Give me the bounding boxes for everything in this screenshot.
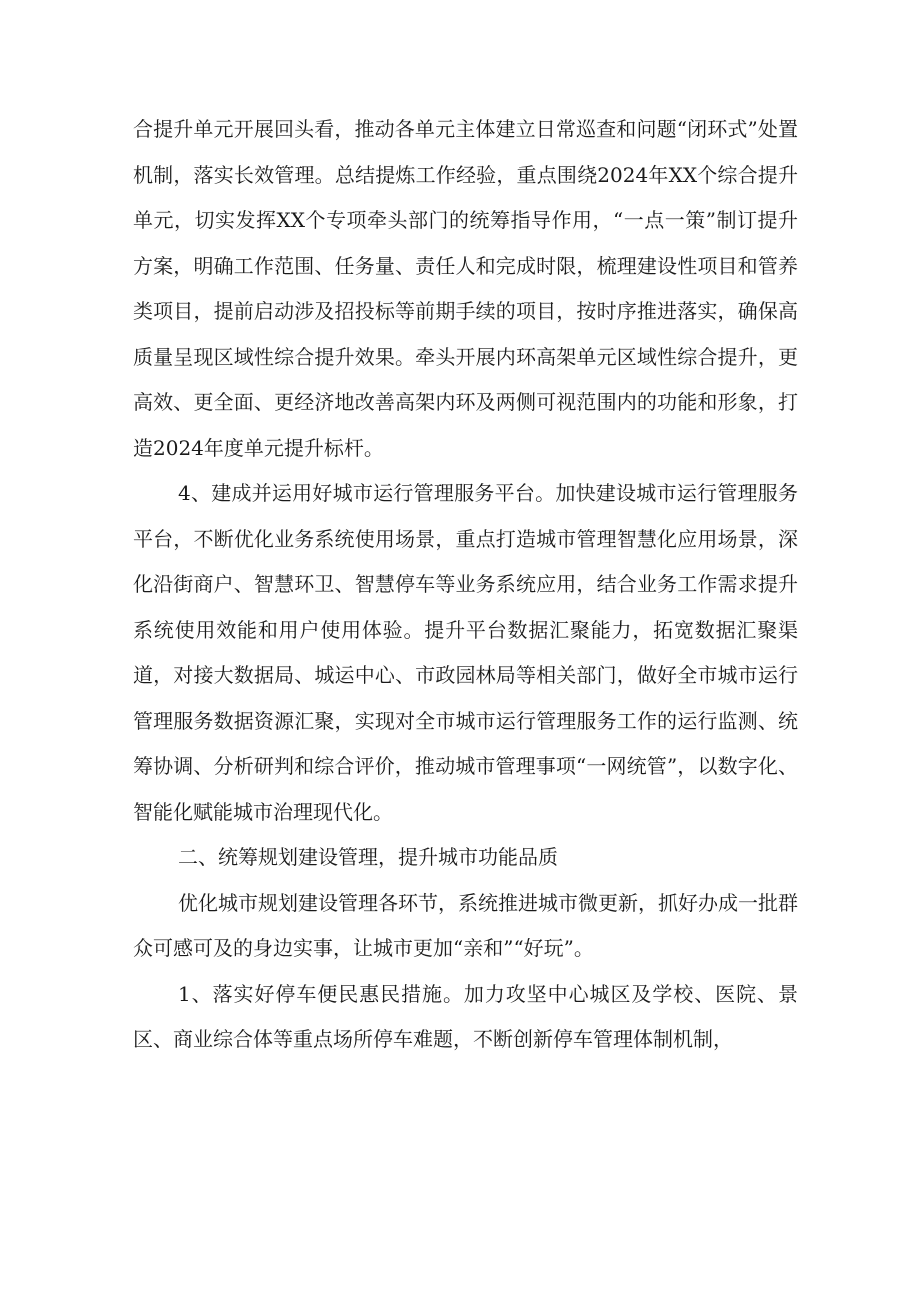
paragraph-city-platform: 4、建成并运用好城市运行管理服务平台。加快建设城市运行管理服务平台，不断优化业务系统使用场景，重点打造城市管理智慧化应用场景，深化沿街商户、智慧环卫、智慧停车等业务系统应用，结合业务工作需求提升系统使用效能和用户使用体验。提升平台数据汇聚能力，拓宽数据汇聚渠道，对接大数据局、城运中心、市政园林局等相关部门，做好全市城市运行管理服务数据资源汇聚，实现对全市城市运行管理服务工作的运行监测、统筹协调、分析研判和综合评价，推动城市管理事项“一网统管”，以数字化、智能化赋能城市治理现代化。: [133, 481, 798, 824]
paragraph-parking-measures: 1、落实好停车便民惠民措施。加力攻坚中心城区及学校、医院、景区、商业综合体等重点场所停车难题，不断创新停车管理体制机制，: [133, 981, 798, 1051]
paragraph-unit-review: 合提升单元开展回头看，推动各单元主体建立日常巡查和问题“闭环式”处置机制，落实长效管理。总结提炼工作经验，重点围绕2024年XX个综合提升单元，切实发挥XX个专项牵头部门的统筹指导作用，“一点一策”制订提升方案，明确工作范围、任务量、责任人和完成时限，梳理建设性项目和管养类项目，提前启动涉及招投标等前期手续的项目，按时序推进落实，确保高质量呈现区域性综合提升效果。牵头开展内环高架单元区域性综合提升，更高效、更全面、更经济地改善高架内环及两侧可视范围内的功能和形象，打造2024年度单元提升标杆。: [133, 117, 798, 460]
document-body: [133, 107, 798, 1063]
section-heading-planning: 二、统筹规划建设管理，提升城市功能品质: [178, 845, 558, 869]
paragraph-micro-renewal: 优化城市规划建设管理各环节，系统推进城市微更新，抓好办成一批群众可感可及的身边实事，让城市更加“亲和”“好玩”。: [133, 890, 798, 960]
